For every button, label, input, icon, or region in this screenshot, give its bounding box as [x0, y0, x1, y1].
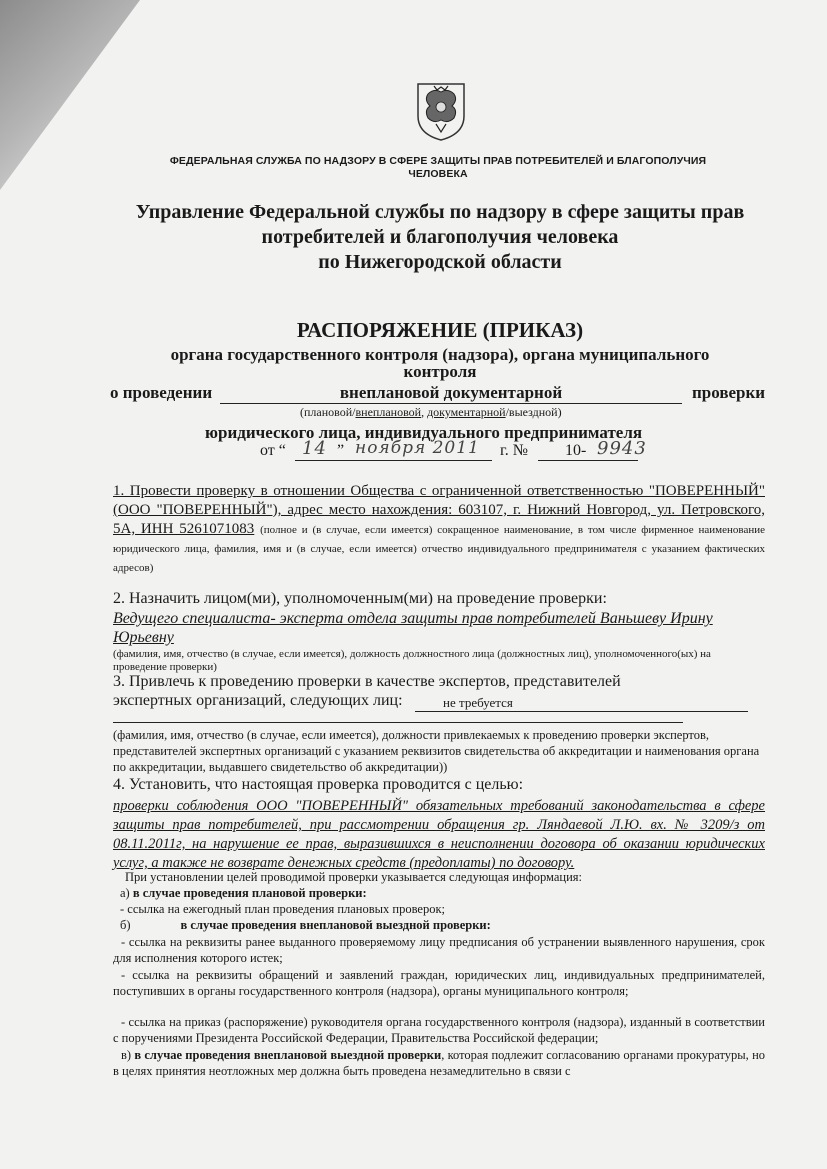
item-3-note: (фамилия, имя, отчество (в случае, если имеется), должности привлекаемых к проведению проверки экспертов, представителей экспертных организаций с указанием реквизитов свидетельства об аккредитации и наименования органа по аккредитации, выдавшего свидетельство об аккредитации)) [113, 728, 760, 774]
case-a: а) в случае проведения плановой проверки: [120, 886, 367, 900]
date-number-line [260, 440, 660, 466]
date-prefix: от “ [260, 442, 286, 459]
item-3-value: не требуется [415, 695, 748, 712]
item-4-purpose: проверки соблюдения ООО "ПОВЕРЕННЫЙ" обязательных требований законодательства в сфере защиты прав потребителей, при рассмотрении обращения гр. Ляндаевой Л.Ю. вх. № 3209/з от 08.11.2011г, на нарушение ее прав, выразившихся в неисполнении договора об оказании юридических услуг, а также не возврате денежных средств (предоплаты) по договору. [113, 798, 765, 871]
subject-line: юридического лица, индивидуального предпринимателя [205, 423, 643, 442]
item-3-label-2: экспертных организаций, следующих лиц: [113, 692, 403, 709]
check-kind: внеплановой документарной [220, 383, 682, 404]
agency-name: ФЕДЕРАЛЬНАЯ СЛУЖБА ПО НАДЗОРУ В СФЕРЕ ЗАЩИТЫ ПРАВ ПОТРЕБИТЕЛЕЙ И БЛАГОПОЛУЧИЯ [169, 155, 707, 167]
case-a-item: - ссылка на ежегодный план проведения плановых проверок; [120, 902, 446, 916]
check-kind-hint: (плановой/внеплановой, документарной/выездной) [300, 405, 562, 419]
item-4-label: 4. Установить, что настоящая проверка проводится с целью: [113, 776, 524, 793]
coat-of-arms-icon [412, 80, 470, 142]
department-line-1: Управление Федеральной службы по надзору в сфере защиты прав [135, 201, 745, 223]
item-3-label-1: 3. Привлечь к проведению проверки в качестве экспертов, представителей [113, 673, 621, 690]
item-1-text: 1. Провести проверку в отношении Общества с ограниченной ответственностью "ПОВЕРЕННЫЙ" (ООО "ПОВЕРЕННЫЙ"), адрес место нахождения: 603107, г. Нижний Новгород, ул. Петровского, 5А, ИНН 5261071083 [113, 483, 765, 537]
case-b-item-3: - ссылка на приказ (распоряжение) руководителя органа государственного контроля (надзора), изданный в соответствии с поручениями Президента Российской Федерации, Правительства Российской федерации; [113, 1015, 765, 1045]
date-mid: ” [337, 442, 345, 459]
item-1 [113, 482, 765, 577]
document-subtitle-1: органа государственного контроля (надзора), органа муниципального [170, 345, 710, 364]
date-month-year: ноября 2011 [355, 438, 480, 458]
case-b: б) в случае проведения внеплановой выездной проверки: [120, 918, 491, 932]
department-line-3: по Нижегородской области [318, 251, 562, 273]
item-4-intro: При установлении целей проводимой проверки указывается следующая информация: [125, 870, 582, 884]
document-title: РАСПОРЯЖЕНИЕ (ПРИКАЗ) [296, 318, 584, 342]
case-b-item-1: - ссылка на реквизиты ранее выданного проверяемому лицу предписания об устранении выявленного нарушения, срок для исполнения которого истек; [113, 935, 765, 965]
agency-name-cont: ЧЕЛОВЕКА [408, 168, 468, 180]
number-label: г. № [500, 442, 529, 459]
document-subtitle-2: контроля [403, 362, 477, 381]
date-day: 14 [302, 438, 327, 459]
check-suffix: проверки [692, 383, 766, 402]
department-line-2: потребителей и благополучия человека [261, 226, 619, 248]
case-c: в) в случае проведения внеплановой выездной проверки, которая подлежит согласованию органами прокуратуры, но в целях принятия неотложных мер должна быть проведена незамедлительно в связи с [113, 1048, 766, 1078]
conduct-prefix: о проведении [110, 383, 213, 402]
number-handwritten: 9943 [597, 438, 647, 459]
number-printed: 10- [565, 442, 587, 459]
item-2-person: Ведущего специалиста- эксперта отдела защиты прав потребителей Ваньшеву Ирину Юрьевну [113, 610, 713, 646]
item-3-blank-line [113, 722, 683, 723]
item-2-note: (фамилия, имя, отчество (в случае, если имеется), должность должностного лица (должностных лиц), уполномоченного(ых) на проведение проверки) [113, 648, 711, 673]
item-1-note: (полное и (в случае, если имеется) сокращенное наименование, в том числе фирменное наименование юридического лица, фамилия, имя и (в случае, если имеется) отчество индивидуального предпринимателя с указанием фактических адресов) [113, 524, 765, 574]
case-b-item-2: - ссылка на реквизиты обращений и заявлений граждан, юридических лиц, индивидуальных предпринимателей, поступивших в органы государственного контроля (надзора), органы муниципального контроля; [113, 968, 765, 998]
item-2-label: 2. Назначить лицом(ми), уполномоченным(ми) на проведение проверки: [113, 590, 607, 607]
